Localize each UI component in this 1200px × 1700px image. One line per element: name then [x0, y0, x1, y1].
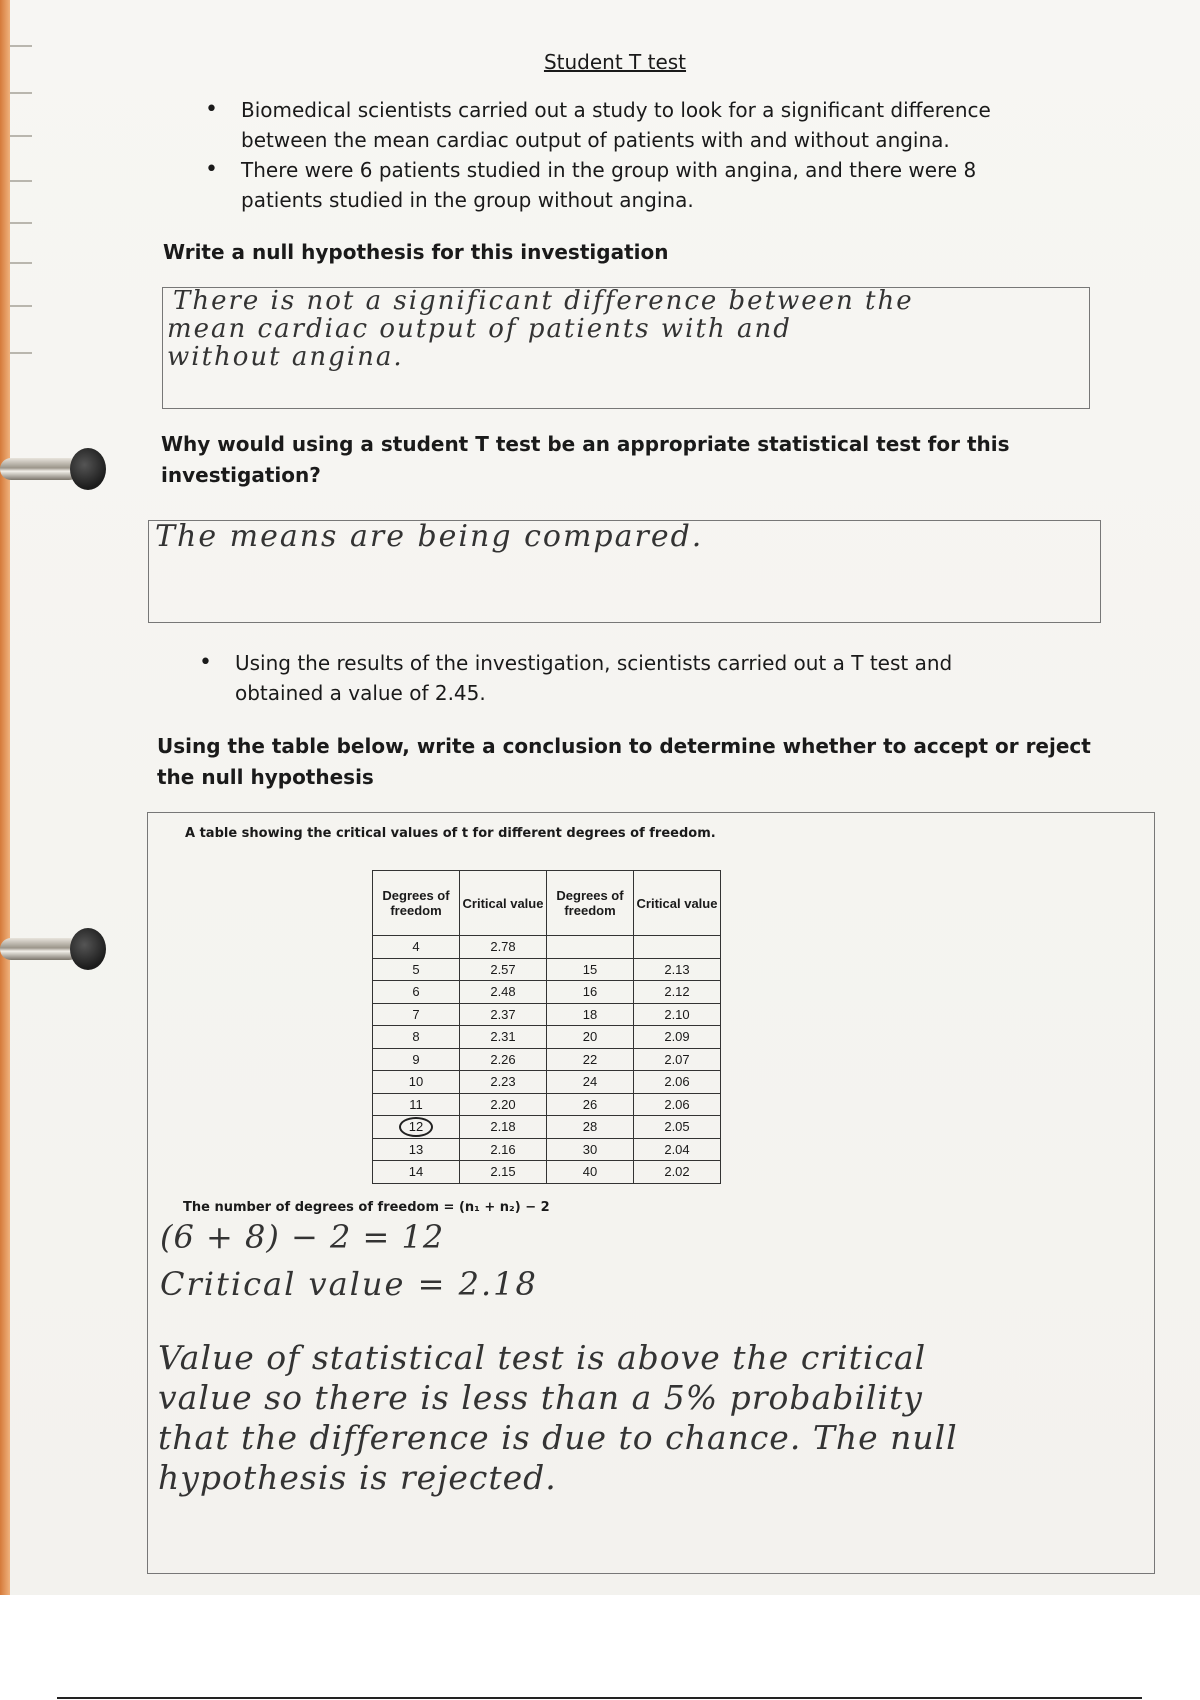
table-cell: 2.78 [460, 936, 547, 959]
table-cell: 9 [373, 1048, 460, 1071]
table-cell: 2.13 [634, 958, 721, 981]
table-cell: 7 [373, 1003, 460, 1026]
q2-prompt: Why would using a student T test be an appropriate statistical test for this investigation? [161, 432, 1010, 487]
margin-tick [10, 262, 32, 264]
conclusion-line: value so there is less than a 5% probability [158, 1378, 923, 1417]
q1-prompt: Write a null hypothesis for this investigation [163, 240, 669, 264]
table-cell: 2.48 [460, 981, 547, 1004]
binder-ring-icon [0, 928, 110, 974]
table-row [373, 1161, 721, 1184]
page-title: Student T test [543, 50, 687, 74]
table-cell: 2.06 [634, 1071, 721, 1094]
table-cell: 2.20 [460, 1093, 547, 1116]
table-cell [373, 1116, 460, 1139]
table-cell: 8 [373, 1026, 460, 1049]
table-cell: 5 [373, 958, 460, 981]
binder-edge [0, 0, 10, 1595]
table-cell [634, 936, 721, 959]
table-cell: 2.04 [634, 1138, 721, 1161]
table-cell: 24 [547, 1071, 634, 1094]
circled-value: 12 [399, 1117, 433, 1137]
result-bullets [199, 648, 1039, 708]
table-cell: 2.10 [634, 1003, 721, 1026]
table-cell: 2.05 [634, 1116, 721, 1139]
table-cell: 2.12 [634, 981, 721, 1004]
intro-bullets [205, 95, 1045, 215]
table-cell: 15 [547, 958, 634, 981]
table-cell: 6 [373, 981, 460, 1004]
table-cell [547, 936, 634, 959]
q3-prompt: Using the table below, write a conclusion to determine whether to accept or reject the null hypothesis [157, 734, 1091, 789]
table-row [373, 1093, 721, 1116]
df-formula: The number of degrees of freedom = (n₁ + n₂) − 2 [183, 1200, 550, 1215]
q2-answer-box [148, 520, 1101, 623]
table-cell: 4 [373, 936, 460, 959]
table-cell: 2.15 [460, 1161, 547, 1184]
table-cell: 2.23 [460, 1071, 547, 1094]
table-caption: A table showing the critical values of t for different degrees of freedom. [185, 826, 716, 841]
working-line: (6 + 8) − 2 = 12 [160, 1218, 445, 1256]
conclusion-line: hypothesis is rejected. [158, 1458, 557, 1497]
table-cell: 20 [547, 1026, 634, 1049]
table-row [373, 958, 721, 981]
table-row [373, 1003, 721, 1026]
table-row [373, 1138, 721, 1161]
table-cell: 2.06 [634, 1093, 721, 1116]
table-cell: 2.09 [634, 1026, 721, 1049]
q1-answer-line: There is not a significant difference between the [173, 286, 914, 316]
q1-answer-line: mean cardiac output of patients with and [167, 314, 792, 344]
table-row [373, 1071, 721, 1094]
table-cell: 2.18 [460, 1116, 547, 1139]
table-cell: 28 [547, 1116, 634, 1139]
margin-tick [10, 352, 32, 354]
table-cell: 22 [547, 1048, 634, 1071]
binder-ring-icon [0, 448, 110, 494]
table-cell: 16 [547, 981, 634, 1004]
working-line: Critical value = 2.18 [160, 1265, 538, 1303]
margin-tick [10, 135, 32, 137]
table-row [373, 981, 721, 1004]
table-cell: 13 [373, 1138, 460, 1161]
table-cell: 2.16 [460, 1138, 547, 1161]
table-cell: 2.31 [460, 1026, 547, 1049]
q2-answer: The means are being compared. [155, 519, 704, 554]
table-cell: 18 [547, 1003, 634, 1026]
table-row [373, 936, 721, 959]
table-cell: 30 [547, 1138, 634, 1161]
table-cell: 2.26 [460, 1048, 547, 1071]
table-cell: 2.57 [460, 958, 547, 981]
table-header: Critical value [460, 871, 547, 936]
margin-tick [10, 222, 32, 224]
table-cell: 2.37 [460, 1003, 547, 1026]
table-row [373, 1048, 721, 1071]
table-cell: 14 [373, 1161, 460, 1184]
margin-tick [10, 45, 32, 47]
table-header-row [373, 871, 721, 936]
table-cell: 40 [547, 1161, 634, 1184]
table-header: Critical value [634, 871, 721, 936]
table-cell: 10 [373, 1071, 460, 1094]
table-cell: 2.02 [634, 1161, 721, 1184]
table-cell: 11 [373, 1093, 460, 1116]
table-header: Degrees of freedom [547, 871, 634, 936]
table-cell: 26 [547, 1093, 634, 1116]
margin-tick [10, 180, 32, 182]
table-row [373, 1026, 721, 1049]
conclusion-line: that the difference is due to chance. The null [158, 1418, 958, 1457]
intro-bullet: • Biomedical scientists carried out a study to look for a significant difference between the mean cardiac output of patients with and without angina. [205, 95, 1045, 155]
table-header: Degrees of freedom [373, 871, 460, 936]
result-bullet: • Using the results of the investigation, scientists carried out a T test and obtained a value of 2.45. [199, 648, 1039, 708]
margin-tick [10, 305, 32, 307]
table-cell: 2.07 [634, 1048, 721, 1071]
table-row [373, 1116, 721, 1139]
margin-tick [10, 92, 32, 94]
intro-bullet: • There were 6 patients studied in the group with angina, and there were 8 patients studied in the group without angina. [205, 155, 1045, 215]
q1-answer-box [162, 287, 1090, 409]
q1-answer-line: without angina. [167, 342, 404, 372]
critical-values-table [372, 870, 721, 1184]
conclusion-line: Value of statistical test is above the critical [158, 1338, 927, 1377]
bottom-rule [57, 1697, 1142, 1699]
